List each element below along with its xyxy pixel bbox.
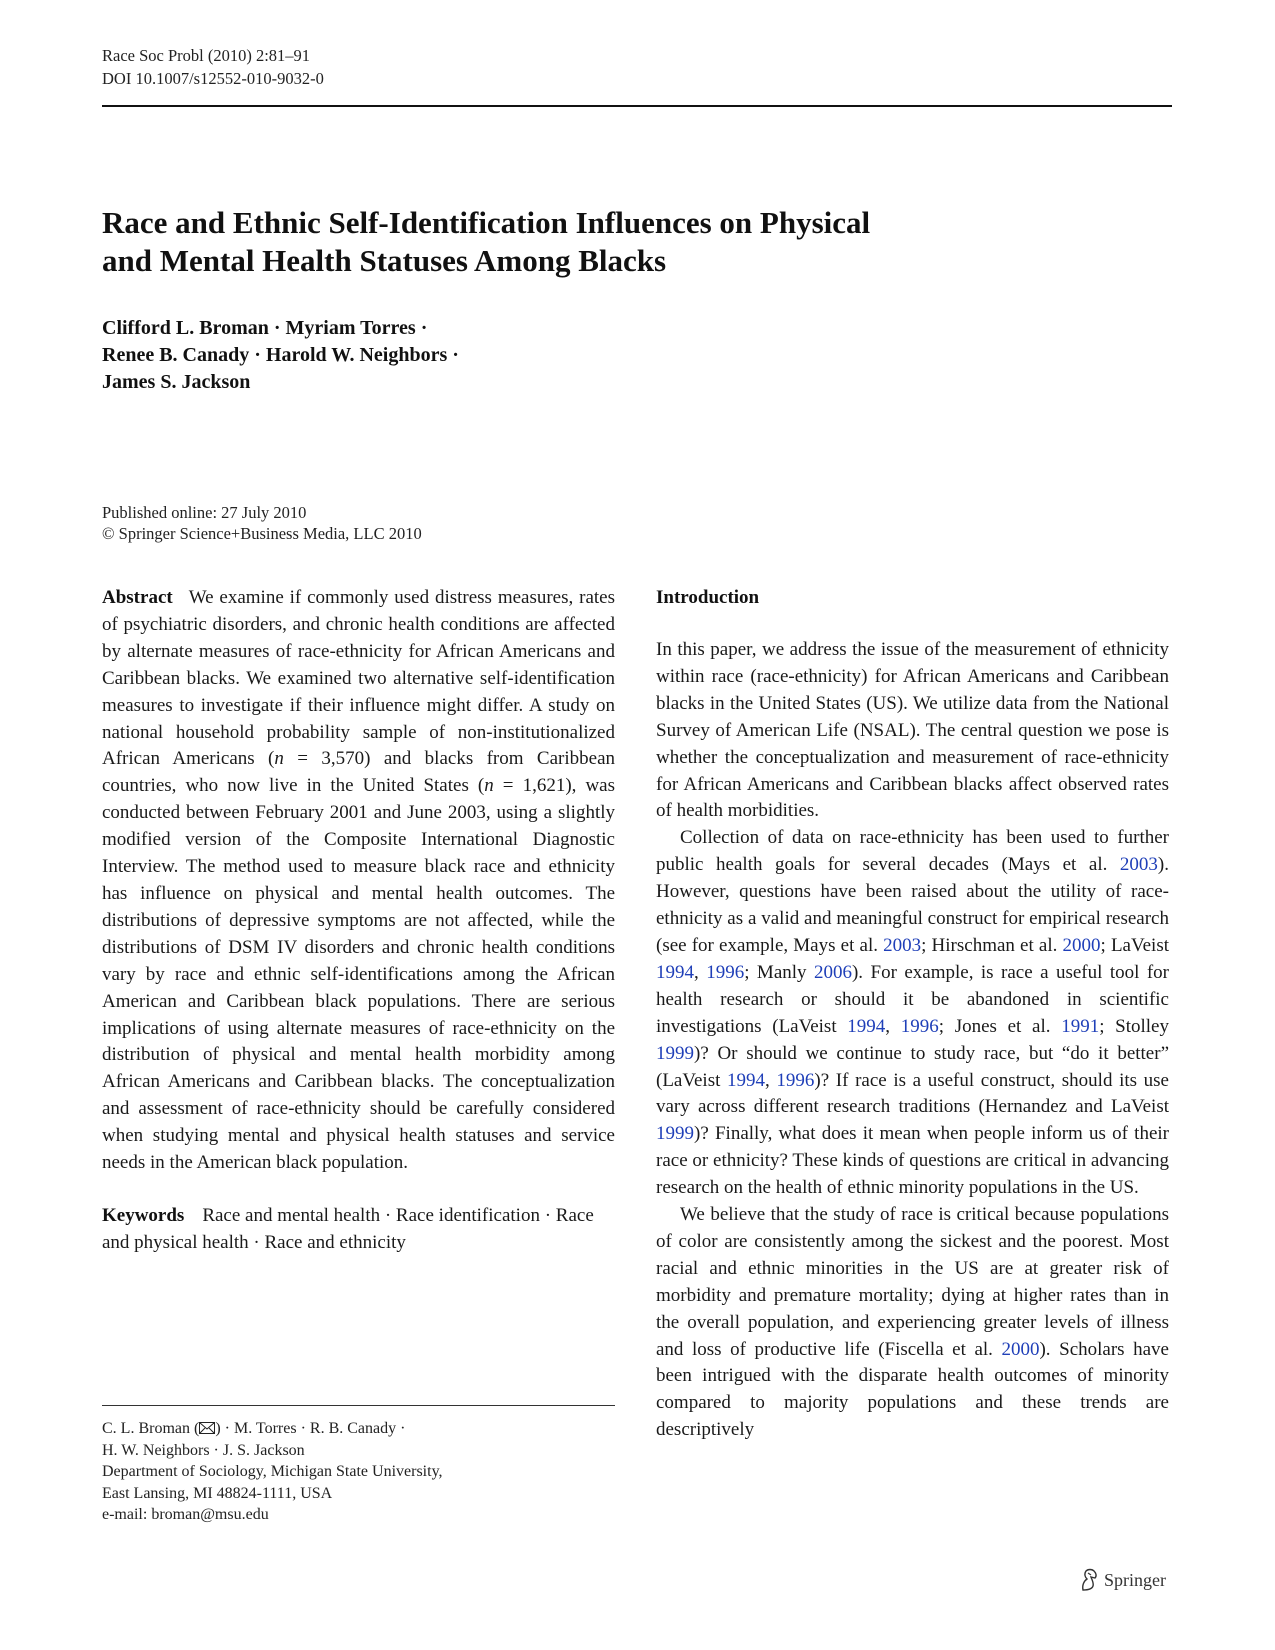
- citation-link[interactable]: 2003: [883, 934, 922, 956]
- intro-paragraph-2: Collection of data on race-ethnicity has been used to further public health goals for several decades (Mays et al. 2003). However, questions have been raised about the utility of race-ethnicity as a valid and meaningful construct for empirical research (see for example, Mays et al. 2003; Hirschman et al. 2000; LaVeist 1994, 1996; Manly 2006). For example, is race a useful tool for health research or should it be abandoned in scientific investigations (LaVeist 1994, 1996; Jones et al. 1991; Stolley 1999)? Or should we continue to study race, but “do it better” (LaVeist 1994, 1996)? If race is a useful construct, should its use vary across different research traditions (Hernandez and LaVeist 1999)? Finally, what does it mean when people inform us of their race or ethnicity? These kinds of questions are critical in advancing research on the health of ethnic minority populations in the US.: [656, 827, 1169, 1199]
- authors-line-3: James S. Jackson: [102, 371, 251, 393]
- intro-paragraph-3: We believe that the study of race is critical because populations of color are consistently among the sickest and the poorest. Most racial and ethnic minorities in the US are at greater risk of morbidity and premature mortality; dying at higher rates than in the overall population, and experiencing greater levels of illness and loss of productive life (Fiscella et al. 2000). Scholars have been intrigued with the disparate health outcomes of minority compared to majority populations and these trends are descriptively: [656, 1204, 1169, 1441]
- title-line-1: Race and Ethnic Self-Identification Influences on Physical: [102, 205, 871, 240]
- introduction-heading: Introduction: [656, 587, 760, 608]
- journal-citation: Race Soc Probl (2010) 2:81–91: [102, 46, 311, 65]
- citation-link[interactable]: 2006: [813, 961, 852, 983]
- author-list: [102, 315, 459, 396]
- citation-link[interactable]: 1999: [656, 1042, 694, 1064]
- citation-link[interactable]: 1996: [900, 1015, 939, 1037]
- footnote-line-2: H. W. Neighbors · J. S. Jackson: [102, 1441, 305, 1459]
- citation-link[interactable]: 1994: [847, 1015, 886, 1037]
- publisher-name: Springer: [1104, 1569, 1166, 1590]
- footnote-address: East Lansing, MI 48824-1111, USA: [102, 1484, 333, 1502]
- intro-paragraph-1: In this paper, we address the issue of the measurement of ethnicity within race (race-ethnicity) for African Americans and Caribbean blacks in the United States (US). We utilize data from the National Survey of American Life (NSAL). The central question we pose is whether the conceptualization and measurement of race-ethnicity for African Americans and Caribbean blacks affect observed rates of health morbidities.: [656, 639, 1169, 822]
- footnote-line-1: [102, 1418, 443, 1440]
- authors-line-2: Renee B. Canady · Harold W. Neighbors ·: [102, 344, 459, 366]
- keywords-label: Keywords: [102, 1204, 185, 1226]
- abstract-n-var-2: n: [484, 775, 494, 797]
- abstract-text-1: We examine if commonly used distress measures, rates of psychiatric disorders, and chronic health conditions are affected by alternate measures of race-ethnicity for African Americans and Caribbean blacks. We examined two alternative self-identification measures to investigate if their influence might differ. A study on national household probability sample of non-institutionalized African Americans (: [102, 587, 615, 770]
- footnote-department: Department of Sociology, Michigan State University,: [102, 1463, 443, 1480]
- author-affiliation-footnote: [102, 1418, 443, 1526]
- citation-link[interactable]: 1994: [727, 1069, 765, 1091]
- publisher-logo: [1078, 1568, 1166, 1592]
- title-line-2: and Mental Health Statuses Among Blacks: [102, 243, 667, 278]
- keywords-text: Race and mental health · Race identification · Race and physical health · Race and ethnicity: [102, 1204, 594, 1253]
- header-rule: [102, 105, 1172, 107]
- citation-link[interactable]: 1996: [706, 961, 745, 983]
- publication-info: [102, 502, 422, 544]
- citation-link[interactable]: 1994: [656, 961, 694, 983]
- citation-link[interactable]: 2000: [1001, 1338, 1040, 1360]
- right-column: [656, 585, 1169, 1444]
- doi: DOI 10.1007/s12552-010-9032-0: [102, 69, 324, 88]
- abstract-n-value-2: = 1,621), was conducted between February 2001 and June 2003, using a slightly modified version of the Composite International Diagnostic Interview. The method used to measure black race and ethnicity has influence on physical and mental health outcomes. The distributions of depressive symptoms are not affected, while the distributions of DSM IV disorders and chronic health conditions vary by race and ethnic self-identifications among the African American and Caribbean black populations. There are serious implications of using alternate measures of race-ethnicity on the distribution of physical and mental health morbidity among African Americans and Caribbean blacks. The conceptualization and assessment of race-ethnicity should be carefully considered when studying mental and physical health statuses and service needs in the American black population.: [102, 775, 616, 1174]
- citation-link[interactable]: 2003: [1119, 854, 1158, 876]
- keywords: [102, 1203, 615, 1257]
- footnote-coauthors: ) · M. Torres · R. B. Canady ·: [215, 1420, 406, 1437]
- citation-link[interactable]: 1996: [776, 1069, 815, 1091]
- footnote-email: e-mail: broman@msu.edu: [102, 1506, 269, 1523]
- citation-link[interactable]: 1991: [1061, 1015, 1100, 1037]
- authors-line-1: Clifford L. Broman · Myriam Torres ·: [102, 317, 428, 339]
- envelope-icon: [199, 1422, 215, 1434]
- running-header: [102, 44, 324, 90]
- abstract: [102, 585, 615, 1177]
- citation-link[interactable]: 2000: [1062, 934, 1101, 956]
- citation-link[interactable]: 1999: [656, 1123, 694, 1145]
- copyright: © Springer Science+Business Media, LLC 2010: [102, 524, 422, 543]
- springer-horse-icon: [1078, 1568, 1100, 1592]
- footnote-corresponding-author: C. L. Broman (: [102, 1420, 200, 1437]
- left-column: [102, 585, 615, 1257]
- abstract-label: Abstract: [102, 587, 173, 608]
- published-date: Published online: 27 July 2010: [102, 503, 307, 522]
- abstract-n-value-1: = 3,570) and blacks from Caribbean countries, who now live in the United States (: [102, 748, 615, 797]
- abstract-n-var-1: n: [274, 748, 284, 770]
- article-title: [102, 204, 1062, 280]
- footnote-rule: [102, 1405, 615, 1406]
